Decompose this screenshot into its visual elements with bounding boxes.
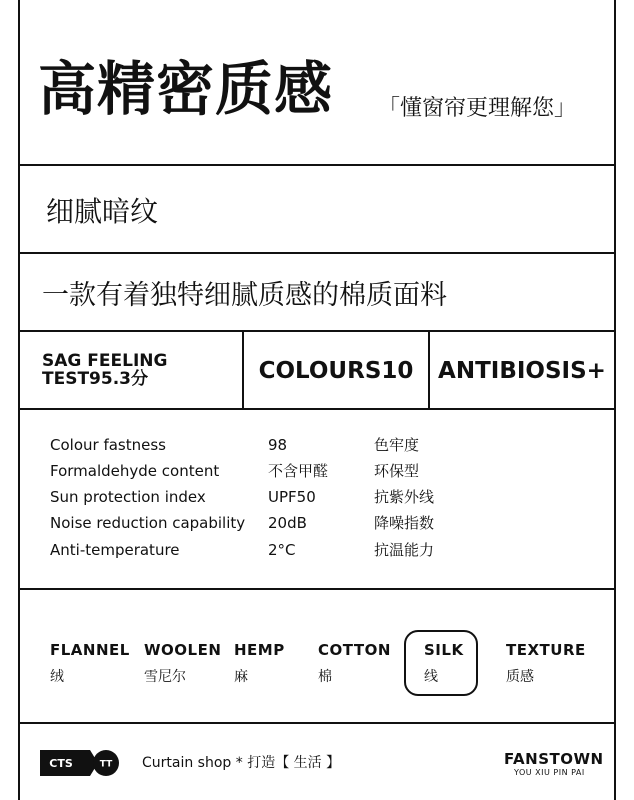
spec-value: 不含甲醛 [268, 462, 329, 480]
description-text: 一款有着独特细腻质感的棉质面料 [42, 280, 447, 311]
fabric-label-cn: 线 [424, 669, 438, 685]
sag-line-2: TEST95.3分 [42, 369, 148, 389]
fabric-label: COTTON [318, 641, 391, 659]
poster-frame [18, 0, 616, 800]
spec-name: Sun protection index [50, 488, 206, 506]
fabric-option-hemp[interactable] [234, 640, 285, 686]
fabric-option-woolen[interactable] [144, 640, 221, 686]
colours-text: COLOURS10 [258, 358, 414, 384]
sag-feeling-cell [20, 332, 244, 408]
slogan: 「懂窗帘更理解您」 [378, 96, 577, 121]
spec-value: 2°C [268, 541, 296, 559]
header-section [20, 0, 614, 166]
antibiosis-text: ANTIBIOSIS+ [438, 358, 606, 384]
feature-section [20, 166, 614, 254]
spec-name-cn: 色牢度 [374, 436, 420, 454]
brand-subtitle: YOU XIU PIN PAI [514, 768, 585, 777]
highlights-section [20, 332, 614, 410]
fabric-option-cotton[interactable] [318, 640, 391, 686]
logo-cts-text: CTS [49, 757, 73, 770]
description-section [20, 254, 614, 332]
fabric-label: HEMP [234, 641, 285, 659]
sag-line-1: SAG FEELING [42, 351, 168, 371]
spec-value: UPF50 [268, 488, 316, 506]
spec-name-cn: 降噪指数 [374, 514, 435, 532]
page-title: 高精密质感 [38, 55, 334, 123]
colours-cell [244, 332, 430, 408]
logo-tt-text: TT [99, 759, 113, 770]
spec-name: Colour fastness [50, 436, 166, 454]
fabric-label-cn: 质感 [506, 669, 534, 685]
fabric-label: FLANNEL [50, 641, 130, 659]
spec-name: Anti-temperature [50, 541, 180, 559]
fabric-label-cn: 棉 [318, 669, 332, 685]
spec-name-cn: 抗温能力 [374, 541, 435, 559]
fabric-label-cn: 雪尼尔 [144, 669, 186, 685]
brand-name: FANSTOWN [504, 750, 604, 768]
cts-logo [40, 750, 120, 776]
spec-name-cn: 环保型 [374, 462, 420, 480]
spec-name: Formaldehyde content [50, 462, 220, 480]
fabrics-section [20, 590, 614, 724]
spec-value: 20dB [268, 514, 307, 532]
specs-section [20, 410, 614, 590]
fabric-option-silk[interactable] [424, 640, 464, 686]
spec-name-cn: 抗紫外线 [374, 488, 435, 506]
fabric-option-texture[interactable] [506, 640, 586, 686]
shop-slogan: Curtain shop * 打造【 生活 】 [142, 755, 341, 771]
fabric-label: TEXTURE [506, 641, 586, 659]
sag-feeling-text [42, 352, 167, 388]
antibiosis-cell [430, 332, 614, 408]
feature-label: 细腻暗纹 [46, 195, 159, 228]
fabric-label: WOOLEN [144, 641, 222, 659]
fabric-label: SILK [424, 641, 464, 659]
fabric-label-cn: 绒 [50, 669, 64, 685]
footer-section [20, 724, 614, 800]
spec-value: 98 [268, 436, 288, 454]
spec-name: Noise reduction capability [50, 514, 246, 532]
fabric-label-cn: 麻 [234, 669, 248, 685]
fabric-option-flannel[interactable] [50, 640, 130, 686]
